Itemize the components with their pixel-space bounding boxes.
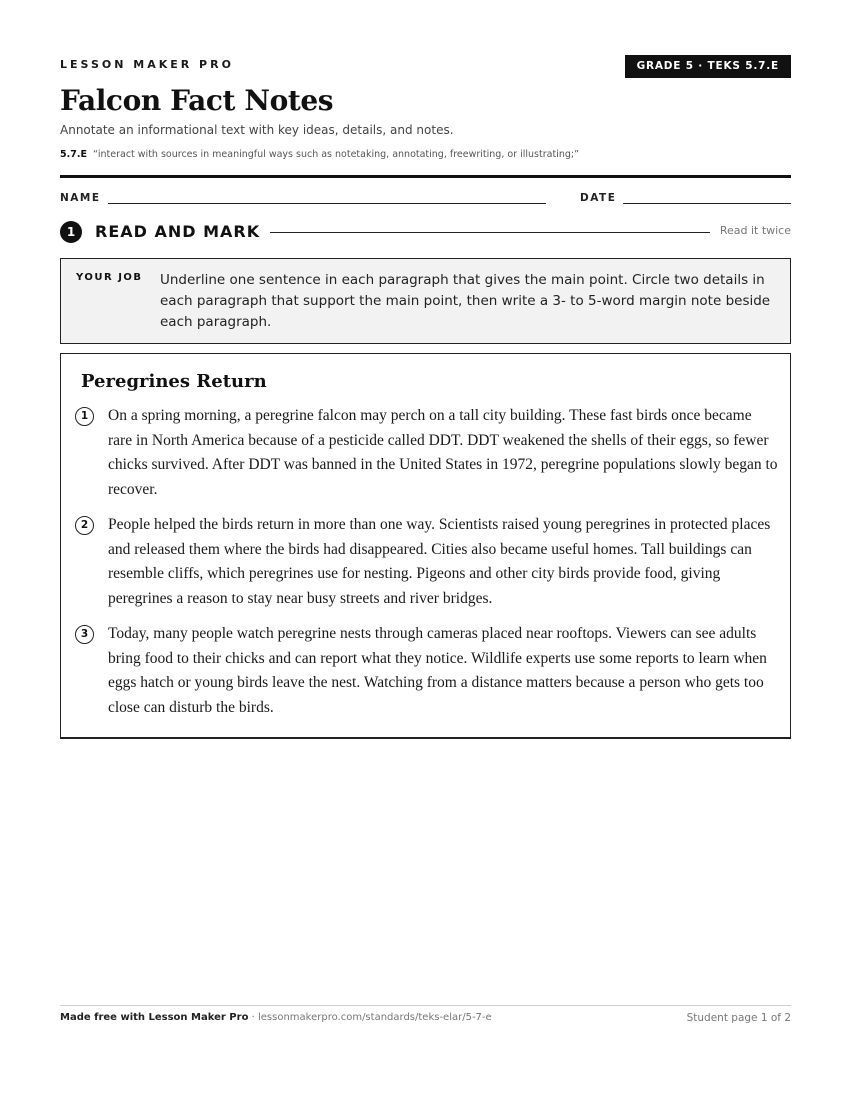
header-divider xyxy=(60,175,791,178)
worksheet-page xyxy=(60,0,791,1100)
step-title: READ AND MARK xyxy=(95,222,261,241)
page-number: Student page 1 of 2 xyxy=(686,1012,791,1024)
page-title: Falcon Fact Notes xyxy=(60,84,334,117)
standard-line xyxy=(60,149,579,160)
footer-made-with: Made free with Lesson Maker Pro xyxy=(60,1012,249,1023)
grade-badge: GRADE 5 · TEKS 5.7.E xyxy=(625,55,791,78)
passage-paragraph: Today, many people watch peregrine nests through cameras placed near rooftops. Viewers can see adults bring food to their chicks and can report what they notice. Wildlife experts use some reports to learn when eggs hatch or young birds leave the nest. Watching from a distance matters because a person who gets too close can disturb the birds. xyxy=(108,625,767,716)
name-label: NAME xyxy=(60,192,101,204)
reading-passage xyxy=(60,353,791,739)
standard-code: 5.7.E xyxy=(60,149,87,160)
passage-paragraph: On a spring morning, a peregrine falcon may perch on a tall city building. These fast birds once became rare in North America because of a pesticide called DDT. DDT weakened the shells of their eggs, so fewer chicks survived. After DDT was banned in the United States in 1972, peregrine populations slowly began to recover. xyxy=(108,407,778,498)
date-field[interactable] xyxy=(623,203,791,204)
step-divider xyxy=(270,232,710,233)
step-note: Read it twice xyxy=(719,224,791,237)
page-subtitle: Annotate an informational text with key ideas, details, and notes. xyxy=(60,123,454,137)
footer-credit xyxy=(60,1012,492,1023)
paragraph-number: 1 xyxy=(75,407,94,426)
paragraph-number: 2 xyxy=(75,516,94,535)
instructions-box xyxy=(60,258,791,344)
instructions-label: YOUR JOB xyxy=(76,272,143,283)
top-bar xyxy=(60,55,791,79)
passage-paragraph: People helped the birds return in more than one way. Scientists raised young peregrines in protected places and released them where the birds had disappeared. Cities also became useful homes. Tall buildings can resemble cliffs, which peregrines use for nesting. Pigeons and other city birds provide food, giving peregrines a reason to stay near busy streets and river bridges. xyxy=(108,516,771,607)
standard-text: “interact with sources in meaningful ways such as notetaking, annotating, freewriting, or illustrating;” xyxy=(92,149,579,160)
brand-name: LESSON MAKER PRO xyxy=(60,58,234,71)
instructions-text: Underline one sentence in each paragraph that gives the main point. Circle two details in each paragraph that support the main point, then write a 3- to 5-word margin note beside each paragraph. xyxy=(160,272,771,330)
footer-url: · lessonmakerpro.com/standards/teks-elar/5-7-e xyxy=(248,1012,492,1023)
date-label: DATE xyxy=(580,192,617,204)
step-number-badge: 1 xyxy=(60,221,82,243)
passage-title: Peregrines Return xyxy=(81,371,267,392)
name-field[interactable] xyxy=(108,203,546,204)
footer-divider xyxy=(60,1005,791,1006)
paragraph-number: 3 xyxy=(75,625,94,644)
